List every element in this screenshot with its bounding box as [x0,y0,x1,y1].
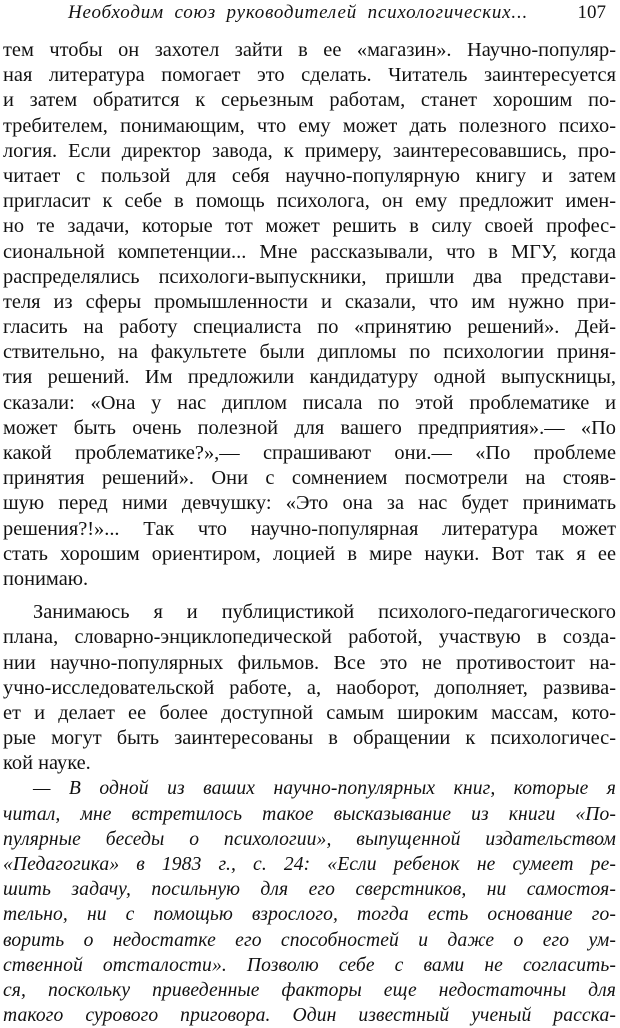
text-line: логия. Если директор завода, к примеру, заинтересовавшись, про- [3,139,616,162]
paragraph [3,38,616,592]
text-line: распределялись психологи-выпускники, пришли два представи- [3,265,616,288]
paragraph [3,776,616,1028]
text-line: учно-исследовательской работе, а, наоборот, дополняет, развива- [3,676,616,699]
body-text [3,38,616,1028]
text-line: принятия решений». Они с сомнением посмотрели на стояв- [3,467,616,490]
text-line: тем чтобы он захотел зайти в ее «магазин». Научно-популяр- [3,39,616,61]
text-line: пригласит к себе в помощь психолога, он ему предложит имен- [3,190,616,213]
text-line: такого сурового приговора. Один известный ученый расска- [3,1005,616,1027]
text-line: гласить на работу специалиста по «принятию решений». Дей- [3,316,616,339]
text-line: ствительно, на факультете были дипломы по психологии приня- [3,341,616,364]
text-line: решения?!»... Так что научно-популярная литература может [3,517,616,540]
text-line: кой науке. [3,752,91,775]
text-line: ственной отсталости». Позволю себе с вами не согласить- [3,954,616,976]
text-line: сиональной компетенции... Мне рассказывали, что в МГУ, когда [3,240,616,263]
text-line: стать хорошим ориентиром, лоцией в мире науки. Вот так я ее [3,542,616,565]
text-line: шить задачу, посильную для его сверстников, ни самостоя- [3,879,616,901]
text-line: тия решений. Им предложили кандидатуру одной выпускницы, [3,366,616,389]
text-line: «Педагогика» в 1983 г., с. 24: «Если ребенок не сумеет ре- [3,854,616,875]
text-line: нии научно-популярных фильмов. Все это не противостоит на- [3,651,616,674]
text-line: сказали: «Она у нас диплом писала по этой проблематике и [3,391,616,414]
page-header [0,2,620,30]
text-line: рые могут быть заинтересованы в обращении к психологичес- [3,727,616,750]
text-line: ворить о недостатке его способностей и даже о его ум- [3,929,616,951]
paragraph [3,600,616,776]
text-line: ная литература помогает это сделать. Читатель заинтересуется [3,64,616,87]
text-line: ет и делает ее более доступной самым широким массам, кото- [3,701,616,724]
text-line: тельно, ни с помощью взрослого, тогда есть основание го- [3,904,616,926]
text-line: понимаю. [3,567,89,590]
text-line: шую перед ними девчушку: «Это она за нас будет принимать [3,492,616,515]
text-line: теля из сферы промышленности и сказали, что им нужно при- [3,290,616,313]
text-line: какой проблематике?»,— спрашивают они.— «По проблеме [3,442,616,464]
text-line: но те задачи, которые тот может решить в силу своей профес- [3,215,616,238]
running-title: Необходим союз руководителей психологических... [68,2,529,23]
text-line: читал, мне встретилось такое высказывание из книги «По- [3,803,616,825]
text-line: Занимаюсь я и публицистикой психолого-педагогического [33,601,616,624]
text-line: читает с пользой для себя научно-популярную книгу и затем [3,164,616,187]
text-line: плана, словарно-энциклопедической работой, участвую в созда- [3,626,616,649]
text-line: — В одной из ваших научно-популярных книг, которые я [33,778,616,800]
text-line: пулярные беседы о психологии», выпущенной издательством [3,828,616,850]
page-number: 107 [577,2,606,23]
text-line: и затем обратится к серьезным работам, станет хорошим по- [3,89,616,112]
text-line: ся, поскольку приведенные факторы еще недостаточны для [3,979,616,1001]
text-line: требителем, понимающим, что ему может дать полезного психо- [3,114,616,137]
text-line: может быть очень полезной для вашего предприятия».— «По [3,416,616,439]
